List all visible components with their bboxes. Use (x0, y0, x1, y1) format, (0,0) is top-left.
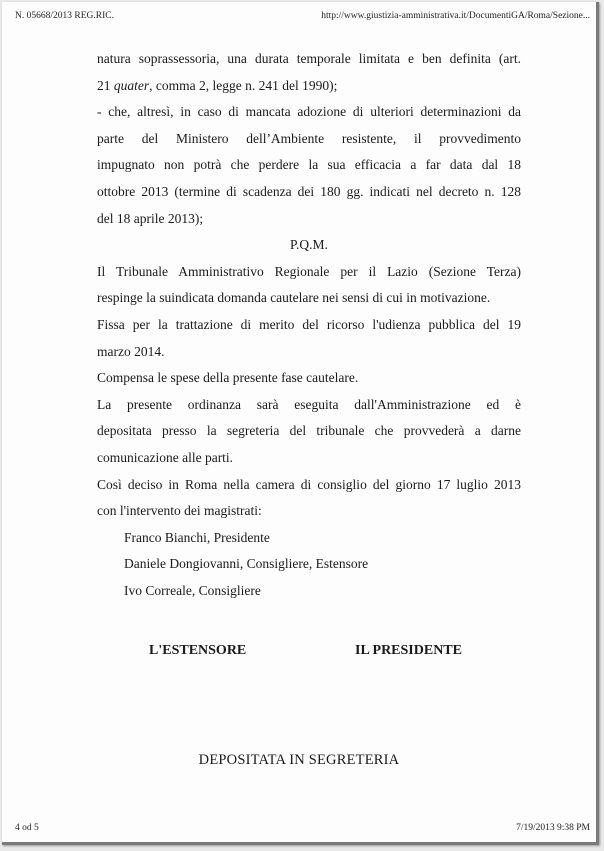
italic-text: quater (113, 77, 150, 93)
body-line: con l'intervento dei magistrati: (97, 503, 262, 519)
magistrate-line: Daniele Dongiovanni, Consigliere, Estensore (124, 556, 369, 572)
pqm-heading: P.Q.M. (290, 237, 328, 253)
footer-page-number: 4 od 5 (15, 823, 39, 833)
deposit-word: DEPOSITATA (198, 752, 286, 768)
body-line: Compensa le spese della presente fase cautelare. (97, 370, 359, 386)
body-line: ottobre 2013 (termine di scadenza dei 180 gg. indicati nel decreto n. 128 (97, 183, 521, 199)
body-line: depositata presso la segreteria del tribunale che provvederà a darne (97, 423, 521, 439)
body-line: Il Tribunale Amministrativo Regionale per il Lazio (Sezione Terza) (97, 263, 521, 279)
body-line: - che, altresì, in caso di mancata adozione di ulteriori determinazioni da (97, 104, 521, 120)
signature-presidente: IL PRESIDENTE (355, 643, 462, 658)
body-text: 21 (97, 77, 114, 93)
body-text: , comma 2, legge n. 241 del 1990); (149, 77, 338, 93)
body-line: Fissa per la trattazione di merito del ricorso l'udienza pubblica del 19 (97, 316, 521, 332)
header-case-number: N. 05668/2013 REG.RIC. (15, 11, 114, 21)
body-line: comunicazione alle parti. (97, 449, 234, 465)
body-line: natura soprassessoria, una durata temporale limitata e ben definita (art. (97, 51, 521, 66)
deposit-note (2, 752, 596, 769)
deposit-word: IN SEGRETERIA (289, 752, 400, 768)
header-url: http://www.giustizia-amministrativa.it/DocumentiGA/Roma/Sezione... (321, 11, 590, 21)
body-line: impugnato non potrà che perdere la sua efficacia a far data dal 18 (97, 157, 521, 173)
body-line (97, 73, 521, 100)
document-page (2, 2, 599, 845)
footer-timestamp: 7/19/2013 9:38 PM (516, 823, 590, 833)
body-line: La presente ordinanza sarà eseguita dall'Amministrazione ed è (97, 396, 521, 412)
body-line: respinge la suindicata domanda cautelare nei sensi di cui in motivazione. (97, 290, 491, 306)
body-line: Così deciso in Roma nella camera di consiglio del giorno 17 luglio 2013 (97, 476, 521, 492)
body-line: del 18 aprile 2013); (97, 210, 204, 226)
body-line: parte del Ministero dell’Ambiente resistente, il provvedimento (97, 130, 521, 146)
body-line: marzo 2014. (97, 343, 165, 359)
magistrate-line: Ivo Correale, Consigliere (124, 582, 261, 598)
signature-estensore: L'ESTENSORE (149, 643, 247, 658)
magistrate-line: Franco Bianchi, Presidente (124, 529, 270, 545)
document-body (97, 46, 521, 604)
